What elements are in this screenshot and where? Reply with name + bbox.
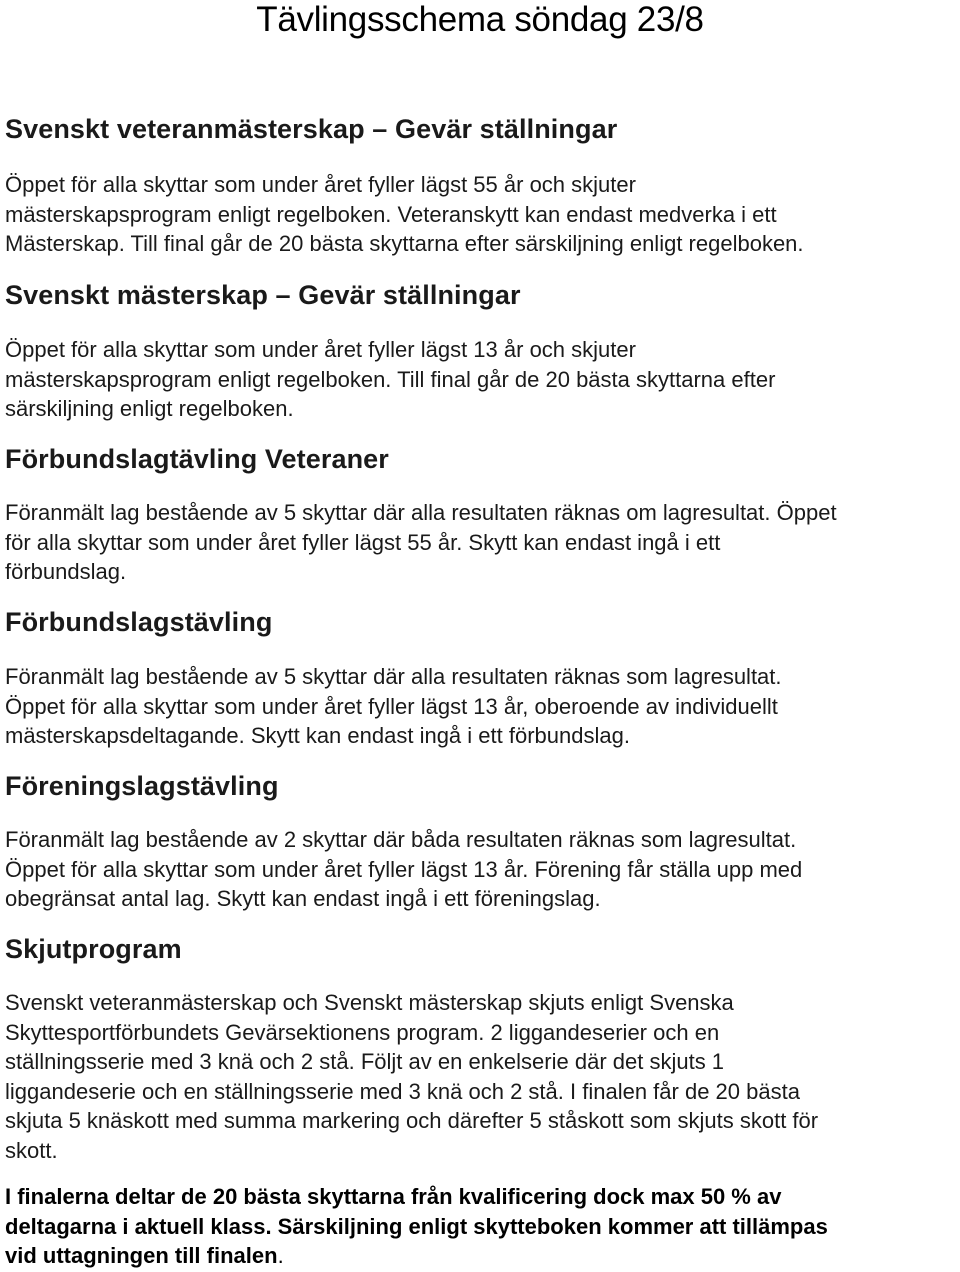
section-text-club-team [5, 825, 960, 914]
text-line: förbundslag. [5, 559, 127, 584]
text-line: Föranmält lag bestående av 2 skyttar där båda resultaten räknas som lagresultat. [5, 827, 797, 852]
text-line: Öppet för alla skyttar som under året fyller lägst 55 år och skjuter [5, 172, 636, 197]
section-heading-swedish-championship: Svenskt mästerskap – Gevär ställningar [5, 280, 521, 310]
text-line: obegränsat antal lag. Skytt kan endast ingå i ett föreningslag. [5, 886, 601, 911]
text-line: liggandeserie och en ställningsserie med 3 knä och 2 stå. I finalen får de 20 bästa [5, 1078, 800, 1104]
text-line: Öppet för alla skyttar som under året fyller lägst 13 år. Förening får ställa upp med [5, 856, 803, 882]
text-line: Öppet för alla skyttar som under året fyller lägst 13 år och skjuter [5, 337, 636, 362]
section-heading-shooting-program: Skjutprogram [5, 934, 182, 964]
section-text-veteran-championship [5, 170, 960, 259]
section-heading-club-team: Föreningslagstävling [5, 771, 279, 801]
text-line: mästerskapsdeltagande. Skytt kan endast ingå i ett förbundslag. [5, 723, 630, 748]
text-line-bold-part: vid uttagningen till finalen [5, 1243, 278, 1268]
finals-note [5, 1182, 960, 1271]
text-line: skjuta 5 knäskott med summa markering och därefter 5 ståskott som skjuts skott för [5, 1108, 819, 1133]
text-line: Svenskt veteranmästerskap och Svenskt mästerskap skjuts enligt Svenska [5, 990, 734, 1015]
page-title: Tävlingsschema söndag 23/8 [256, 0, 704, 39]
text-line: deltagarna i aktuell klass. Särskiljning enligt skytteboken kommer att tillämpas [5, 1213, 828, 1239]
text-line: Föranmält lag bestående av 5 skyttar där alla resultaten räknas som lagresultat. [5, 664, 782, 689]
text-line: Öppet för alla skyttar som under året fyller lägst 13 år, oberoende av individuellt [5, 693, 778, 719]
text-line: mästerskapsprogram enligt regelboken. Veteranskytt kan endast medverka i ett [5, 201, 777, 227]
text-line: för alla skyttar som under året fyller lägst 55 år. Skytt kan endast ingå i ett [5, 529, 721, 555]
end-punctuation: . [277, 1243, 284, 1268]
section-text-federation-team [5, 662, 960, 751]
text-line-last [5, 1241, 960, 1271]
text-line: Skyttesportförbundets Gevärsektionens program. 2 liggandeserier och en [5, 1019, 720, 1045]
text-line: Mästerskap. Till final går de 20 bästa skyttarna efter särskiljning enligt regelboken. [5, 231, 804, 256]
section-text-shooting-program [5, 988, 960, 1165]
section-heading-veteran-championship: Svenskt veteranmästerskap – Gevär ställningar [5, 114, 618, 144]
section-heading-federation-team: Förbundslagstävling [5, 607, 273, 637]
text-line: I finalerna deltar de 20 bästa skyttarna från kvalificering dock max 50 % av [5, 1184, 782, 1209]
text-line: ställningsserie med 3 knä och 2 stå. Följt av en enkelserie där det skjuts 1 [5, 1049, 725, 1074]
section-text-federation-team-veterans [5, 498, 960, 587]
text-line: skott. [5, 1137, 58, 1163]
section-heading-federation-team-veterans: Förbundslagtävling Veteraner [5, 444, 389, 474]
section-text-swedish-championship [5, 335, 960, 424]
text-line: särskiljning enligt regelboken. [5, 396, 294, 421]
text-line: mästerskapsprogram enligt regelboken. Till final går de 20 bästa skyttarna efter [5, 366, 776, 392]
text-line: Föranmält lag bestående av 5 skyttar där alla resultaten räknas om lagresultat. Öppet [5, 500, 837, 525]
